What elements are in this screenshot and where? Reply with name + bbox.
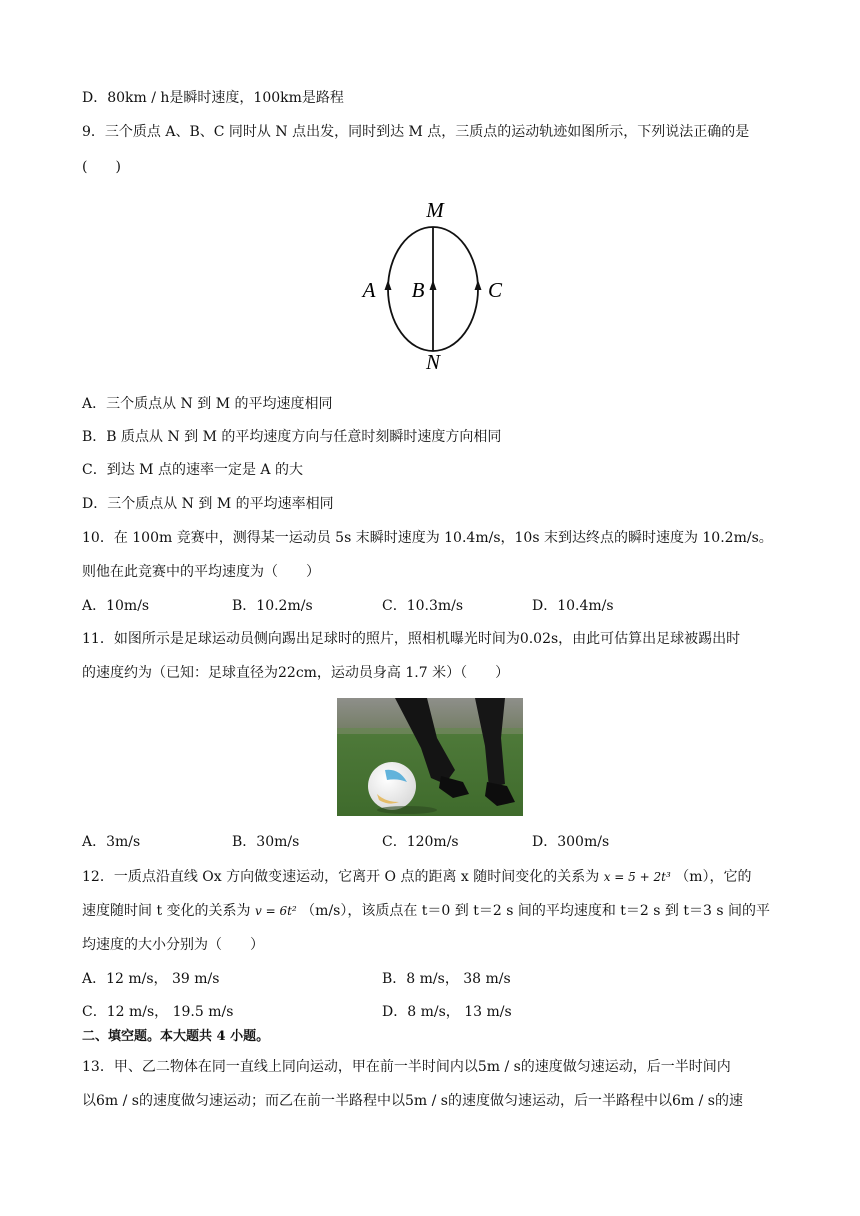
q10-option-c: C．10.3m/s xyxy=(382,598,464,614)
q12-option-a: A．12 m/s， 39 m/s xyxy=(82,971,220,987)
q9-stem-line-1: 9．三个质点 A、B、C 同时从 N 点出发，同时到达 M 点，三质点的运动轨迹如图所示，下列说法正确的是 xyxy=(82,124,750,140)
q11-stem-line-1: 11．如图所示是足球运动员侧向踢出足球时的照片，照相机曝光时间为0.02s，由此可估算出足球被踢出时 xyxy=(82,631,741,647)
q10-option-b: B．10.2m/s xyxy=(232,598,313,614)
q11-stem-line-2: 的速度约为（已知：足球直径为22cm，运动员身高 1.7 米）（ ） xyxy=(82,665,510,681)
q12-stem-line-2 xyxy=(82,901,770,921)
arrow-up-icon xyxy=(430,280,437,290)
football-photo xyxy=(337,698,523,816)
q12-option-b: B．8 m/s， 38 m/s xyxy=(382,971,511,987)
q9-option-d: D．三个质点从 N 到 M 的平均速率相同 xyxy=(82,496,334,512)
q11-option-d: D．300m/s xyxy=(532,834,610,850)
q13-stem-line-1: 13．甲、乙二物体在同一直线上同向运动，甲在前一半时间内以5m / s的速度做匀速运动，后一半时间内 xyxy=(82,1059,731,1075)
q12-stem-line-1 xyxy=(82,867,752,887)
q12-stem-line-3: 均速度的大小分别为（ ） xyxy=(82,937,264,953)
section-heading: 二、填空题。本大题共 4 小题。 xyxy=(82,1029,270,1044)
label-n: N xyxy=(425,350,441,374)
q12-option-c: C．12 m/s， 19.5 m/s xyxy=(82,1004,234,1020)
trajectory-diagram xyxy=(355,195,515,375)
q10-stem-line-1: 10．在 100m 竞赛中，测得某一运动员 5s 末瞬时速度为 10.4m/s，10s 末到达终点的瞬时速度为 10.2m/s。 xyxy=(82,530,773,546)
q13-stem-line-2: 以6m / s的速度做匀速运动；而乙在前一半路程中以5m / s的速度做匀速运动，后一半路程中以6m / s的速 xyxy=(82,1093,743,1109)
q12-stem-text: 12．一质点沿直线 Ox 方向做变速运动，它离开 O 点的距离 x 随时间变化的关系为 xyxy=(82,869,600,885)
q11-option-c: C．120m/s xyxy=(382,834,459,850)
label-a: A xyxy=(362,278,376,302)
football-photo-illustration xyxy=(337,698,523,816)
q10-option-a: A．10m/s xyxy=(82,598,150,614)
arrow-up-icon xyxy=(385,280,392,290)
q9-stem-line-2: ( ) xyxy=(82,159,121,175)
q12-stem-text: （m/s），该质点在 t＝0 到 t＝2 s 间的平均速度和 t＝2 s 到 t＝3 s 间的平 xyxy=(301,903,770,919)
q8-option-d: D．80km / h是瞬时速度，100km是路程 xyxy=(82,90,344,106)
q12-option-d: D．8 m/s， 13 m/s xyxy=(382,1004,512,1020)
q12-stem-text: （m），它的 xyxy=(675,869,752,885)
arrow-up-icon xyxy=(475,280,482,290)
label-b: B xyxy=(411,278,425,302)
q12-equation-v: v = 6t² xyxy=(254,904,297,918)
q12-stem-text: 速度随时间 t 变化的关系为 xyxy=(82,903,251,919)
q9-option-b: B．B 质点从 N 到 M 的平均速度方向与任意时刻瞬时速度方向相同 xyxy=(82,429,502,445)
q12-equation-x: x = 5 + 2t³ xyxy=(603,870,671,884)
label-c: C xyxy=(487,278,503,302)
q11-option-b: B．30m/s xyxy=(232,834,300,850)
q9-option-c: C．到达 M 点的速率一定是 A 的大 xyxy=(82,462,303,478)
q11-option-a: A．3m/s xyxy=(82,834,141,850)
q10-stem-line-2: 则他在此竞赛中的平均速度为（ ） xyxy=(82,564,320,580)
q10-option-d: D．10.4m/s xyxy=(532,598,614,614)
label-m: M xyxy=(426,198,444,222)
q9-option-a: A．三个质点从 N 到 M 的平均速度相同 xyxy=(82,396,333,412)
